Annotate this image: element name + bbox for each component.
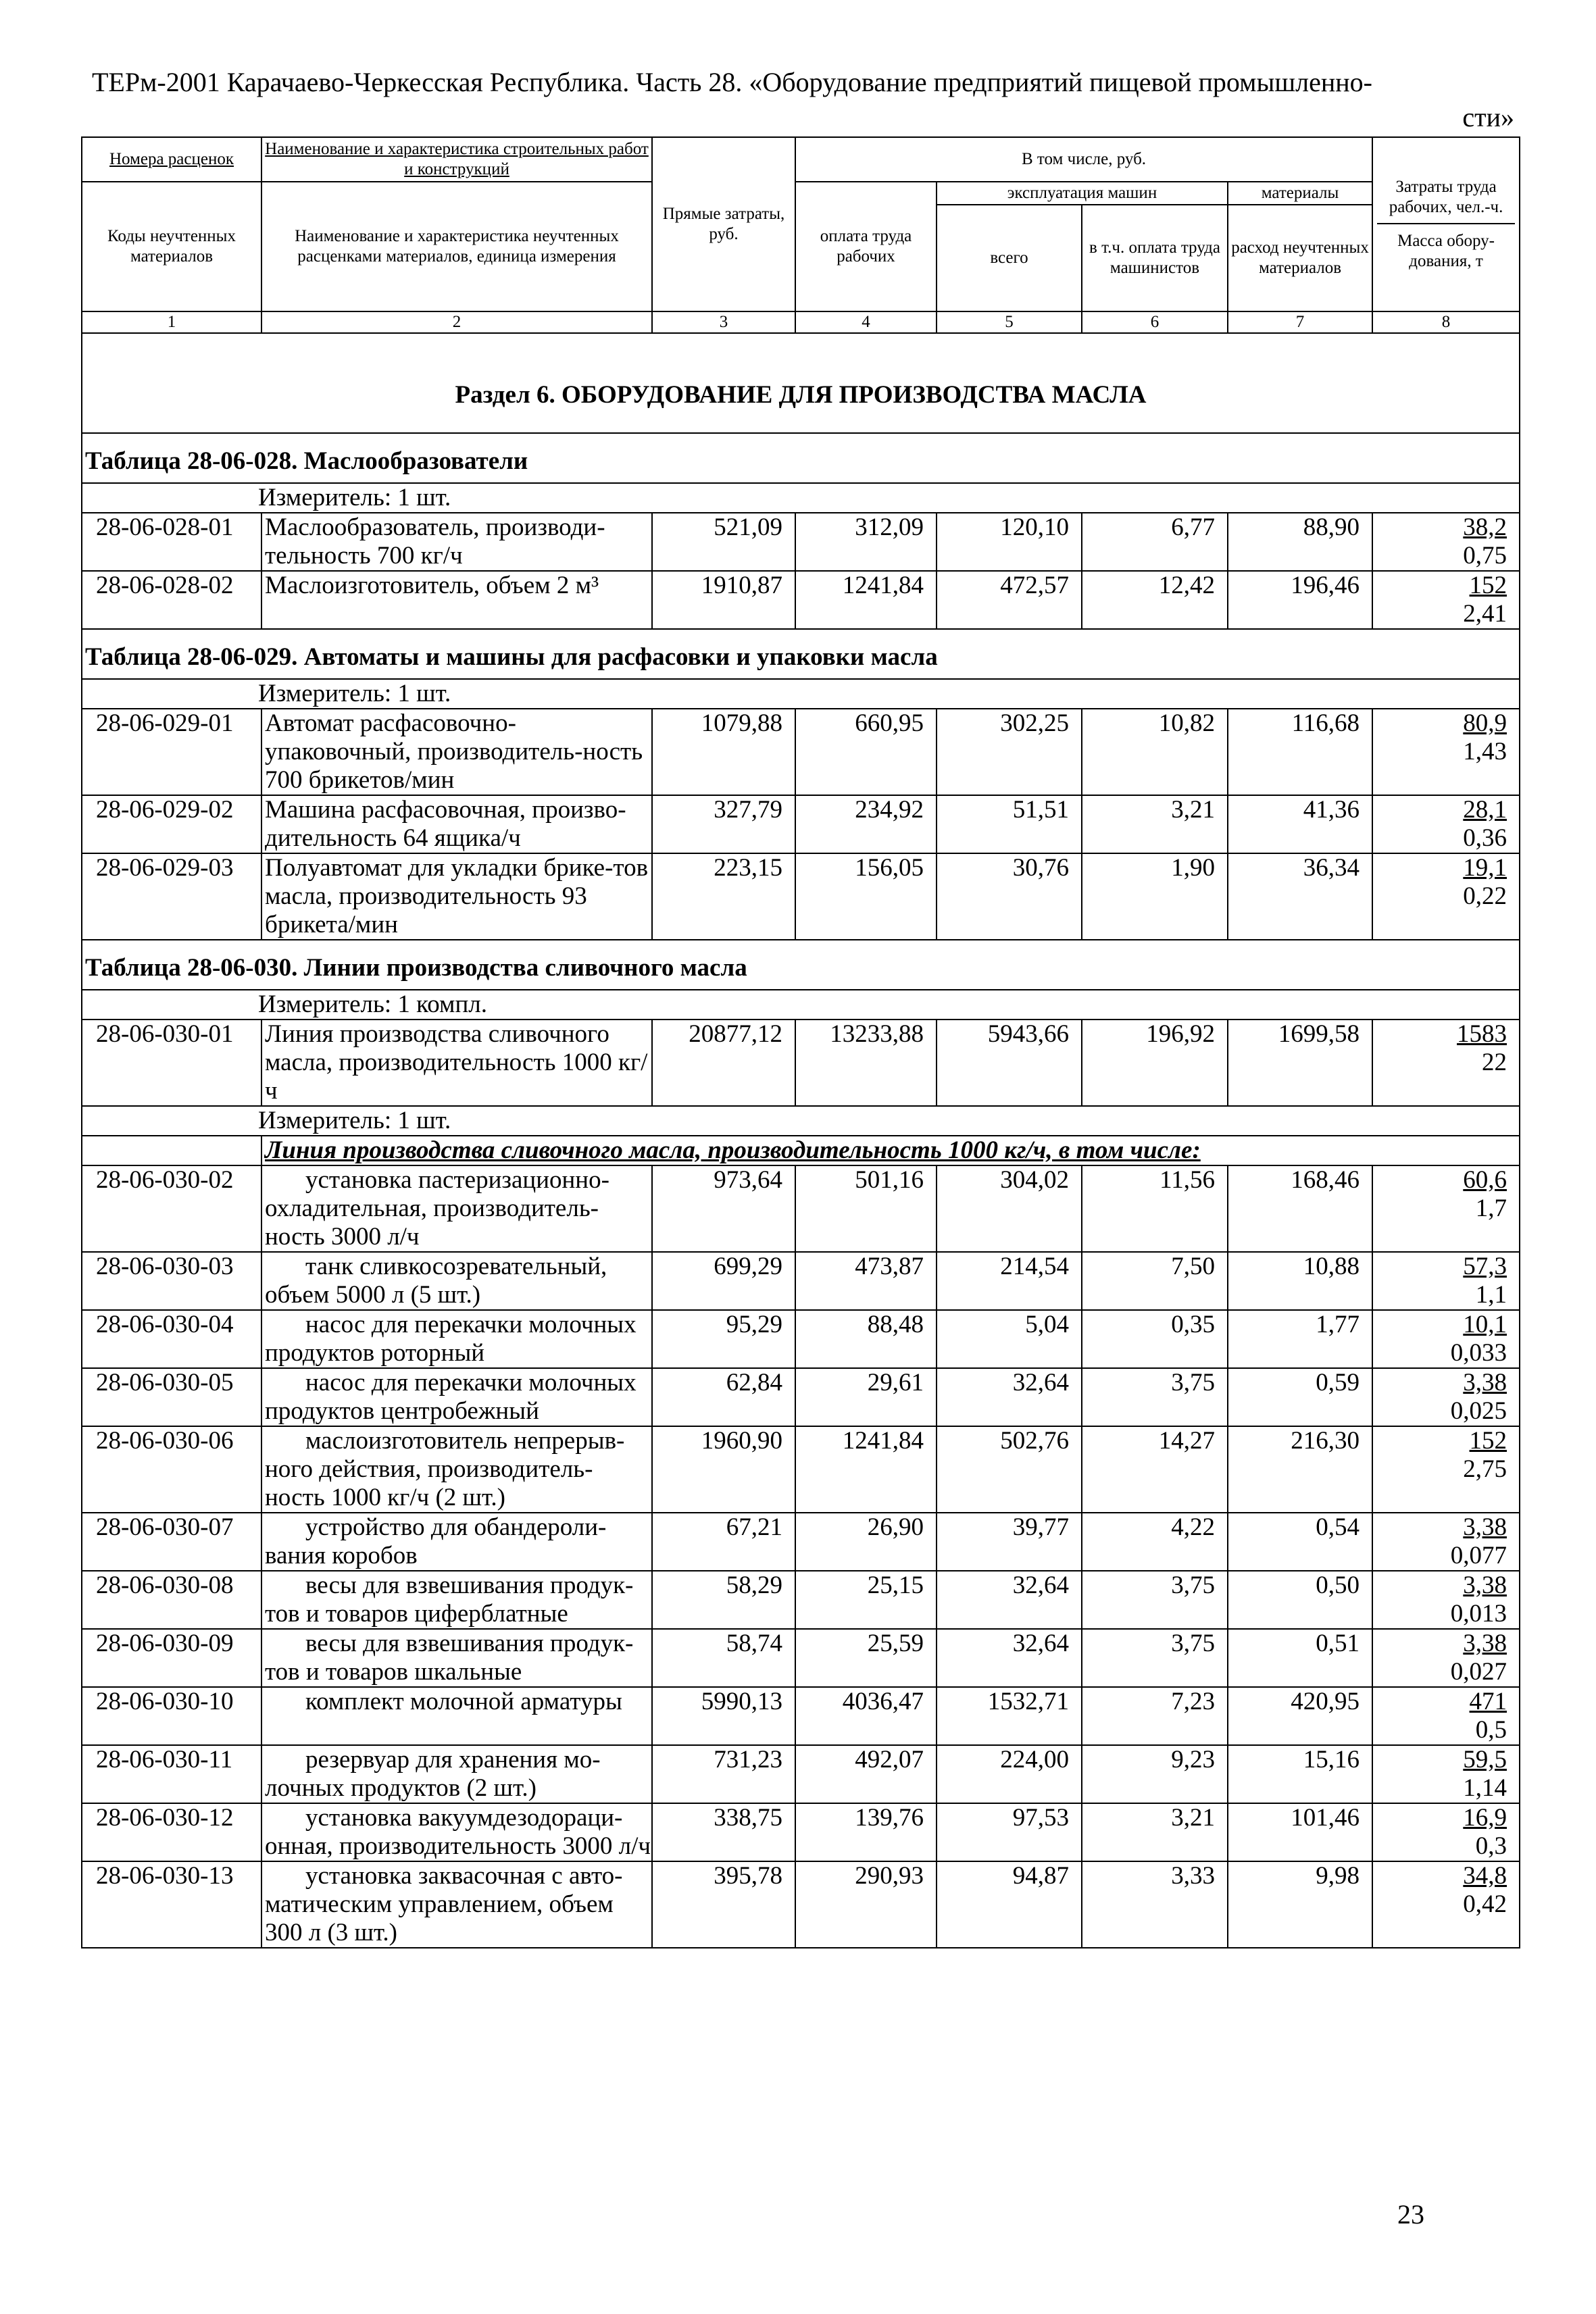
col-kody: Коды неучтенных материалов: [82, 182, 261, 311]
page-header: [92, 65, 1514, 135]
table-row: 28-06-030-05 насос для перекачки молочных продуктов центробежный 62,84 29,61 32,64 3,75 0,59 3,38 0,025: [82, 1368, 1520, 1426]
col-v-tch: в т.ч. оплата труда машинистов: [1082, 205, 1228, 311]
table-title: Таблица 28-06-029. Автоматы и машины для расфасовки и упаковки масла: [82, 629, 1520, 679]
col-materialy: материалы: [1228, 182, 1372, 205]
table-row: 28-06-030-06 маслоизготовитель непрерыв-ного действия, производитель-ность 1000 кг/ч (2 шт.) 1960,90 1241,84 502,76 14,27 216,30 152 2,75: [82, 1426, 1520, 1513]
table-row: 28-06-030-07 устройство для обандероли-вания коробов 67,21 26,90 39,77 4,22 0,54 3,38 0,077: [82, 1513, 1520, 1571]
col-vsego: всего: [937, 205, 1082, 311]
table-row: 28-06-030-13 установка заквасочная с авто-матическим управлением, объем 300 л (3 шт.) 395,78 290,93 94,87 3,33 9,98 34,8 0,42: [82, 1861, 1520, 1948]
col-name-top: Наименование и характеристика строительных работ и конструкций: [261, 137, 652, 182]
unit-label: Измеритель: 1 шт.: [82, 679, 1520, 709]
table-row: 28-06-030-03 танк сливкосозревательный, объем 5000 л (5 шт.) 699,29 473,87 214,54 7,50 10,88 57,3 1,1: [82, 1252, 1520, 1310]
table-row: 28-06-030-10 комплект молочной арматуры 5990,13 4036,47 1532,71 7,23 420,95 471 0,5: [82, 1687, 1520, 1745]
col-nomera: Номера расценок: [82, 137, 261, 182]
table-row: 28-06-030-04 насос для перекачки молочных продуктов роторный 95,29 88,48 5,04 0,35 1,77 10,1 0,033: [82, 1310, 1520, 1368]
table-row: 28-06-030-08 весы для взвешивания продук-тов и товаров циферблатные 58,29 25,15 32,64 3,75 0,50 3,38 0,013: [82, 1571, 1520, 1629]
col-v-tom-chisle: В том числе, руб.: [795, 137, 1372, 182]
table-row: 28-06-030-11 резервуар для хранения мо-лочных продуктов (2 шт.) 731,23 492,07 224,00 9,23 15,16 59,5 1,14: [82, 1745, 1520, 1803]
table-28-06-028: [82, 433, 1520, 629]
header-line-1: ТЕРм-2001 Карачаево-Черкесская Республика. Часть 28. «Оборудование предприятий пищевой промышленно-: [92, 67, 1372, 97]
section-title: Раздел 6. ОБОРУДОВАНИЕ ДЛЯ ПРОИЗВОДСТВА МАСЛА: [82, 333, 1520, 433]
rates-table: [81, 136, 1520, 1948]
col-name-bottom: Наименование и характеристика неучтенных расценками материалов, единица измерения: [261, 182, 652, 311]
table-row: 28-06-030-12 установка вакуумдезодораци-онная, производительность 3000 л/ч 338,75 139,76 97,53 3,21 101,46 16,9 0,3: [82, 1803, 1520, 1861]
table-row: 28-06-030-01 Линия производства сливочного масла, производительность 1000 кг/ч 20877,12 13233,88 5943,66 196,92 1699,58 1583 22: [82, 1020, 1520, 1106]
column-numbers: 1 2 3 4 5 6 7 8: [82, 311, 1520, 333]
table-row: 28-06-028-01 Маслообразователь, производи-тельность 700 кг/ч 521,09 312,09 120,10 6,77 88,90 38,2 0,75: [82, 513, 1520, 571]
col-zatraty: Затраты труда рабочих, чел.-ч. Масса обору-дования, т: [1372, 137, 1520, 311]
unit-label: Измеритель: 1 шт.: [82, 483, 1520, 513]
unit-label: Измеритель: 1 шт.: [82, 1106, 1520, 1136]
col-rashod: расход неучтенных материалов: [1228, 205, 1372, 311]
col-pryamye: Прямые затраты, руб.: [652, 137, 795, 311]
table-28-06-029: [82, 629, 1520, 940]
col-ekspluataciya: эксплуатация машин: [937, 182, 1228, 205]
table-row: 28-06-029-03 Полуавтомат для укладки брике-тов масла, производительность 93 брикета/мин 223,15 156,05 30,76 1,90 36,34 19,1 0,22: [82, 853, 1520, 940]
unit-label: Измеритель: 1 компл.: [82, 990, 1520, 1020]
table-title: Таблица 28-06-028. Маслообразователи: [82, 433, 1520, 483]
table-title: Таблица 28-06-030. Линии производства сливочного масла: [82, 940, 1520, 990]
table-row: 28-06-030-09 весы для взвешивания продук-тов и товаров шкальные 58,74 25,59 32,64 3,75 0,51 3,38 0,027: [82, 1629, 1520, 1687]
table-header: [82, 137, 1520, 333]
table-row: 28-06-029-02 Машина расфасовочная, произво-дительность 64 ящика/ч 327,79 234,92 51,51 3,21 41,36 28,1 0,36: [82, 795, 1520, 853]
col-oplata: оплата труда рабочих: [795, 182, 937, 311]
subheading: Линия производства сливочного масла, производительность 1000 кг/ч, в том числе:: [261, 1136, 1520, 1165]
header-line-2: сти»: [1462, 102, 1514, 132]
table-28-06-030: [82, 940, 1520, 1948]
page-number: 23: [1397, 2199, 1424, 2230]
table-row: 28-06-030-02 установка пастеризационно-охладительная, производитель-ность 3000 л/ч 973,64 501,16 304,02 11,56 168,46 60,6 1,7: [82, 1165, 1520, 1252]
section-6: [82, 333, 1520, 433]
table-row: 28-06-028-02 Маслоизготовитель, объем 2 м³ 1910,87 1241,84 472,57 12,42 196,46 152 2,41: [82, 571, 1520, 629]
table-row: 28-06-029-01 Автомат расфасовочно-упаковочный, производитель-ность 700 брикетов/мин 1079,88 660,95 302,25 10,82 116,68 80,9 1,43: [82, 709, 1520, 795]
